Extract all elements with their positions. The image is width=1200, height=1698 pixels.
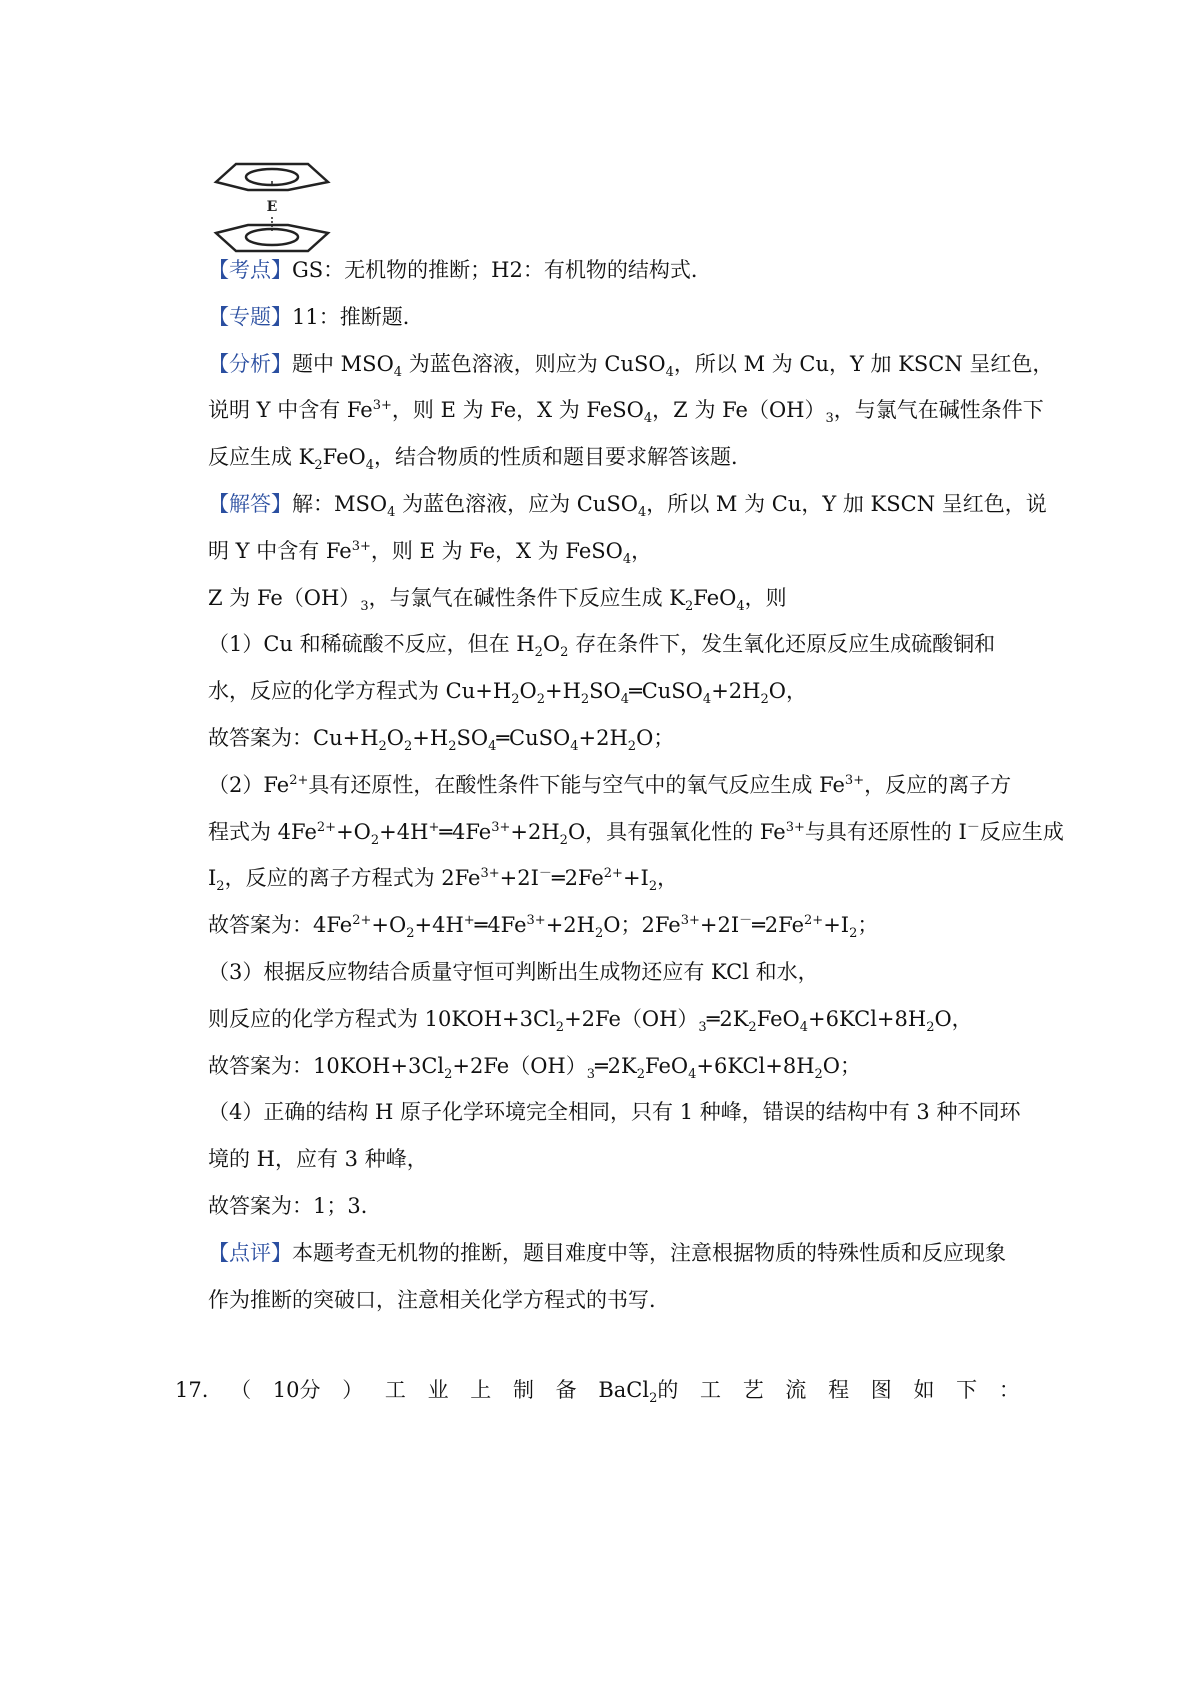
text-line — [208, 442, 1023, 472]
line-text: 本题考查无机物的推断，题目难度中等，注意根据物质的特殊性质和反应现象 — [292, 1240, 1006, 1265]
question-token: 如 — [913, 1378, 935, 1402]
text-line — [208, 957, 1023, 987]
question-token: 17. — [175, 1378, 209, 1402]
text-line — [208, 1144, 1023, 1174]
line-text: （3）根据反应物结合质量守恒可判断出生成物还应有 KCl 和水， — [208, 960, 819, 984]
bottom-ring — [246, 229, 298, 245]
question-token: 图 — [870, 1378, 892, 1402]
question-token: ） — [342, 1378, 364, 1402]
text-line — [208, 676, 1023, 706]
text-line — [208, 1191, 1023, 1221]
line-text: 故答案为：$4Fe^{2+}+O_2+4H^+═4Fe^{3+}+2H_2O$；$2Fe^{3+}+2I^-═2Fe^{2+}+I_2$； — [208, 913, 879, 942]
question-token: 下 — [956, 1378, 978, 1402]
text-line — [208, 536, 1023, 566]
question-token: 程 — [828, 1378, 850, 1402]
ferrocene-structure-figure — [208, 155, 338, 265]
line-text: 故答案为：$Cu+H_2O_2+H_2SO_4═CuSO_4+2H_2O$； — [208, 726, 675, 755]
line-text: GS：无机物的推断；H2：有机物的结构式． — [292, 258, 712, 282]
center-atom-label: E — [266, 199, 278, 215]
section-tag: 【考点】 — [208, 258, 292, 282]
line-text: 境的 H，应有 3 种峰， — [208, 1147, 428, 1172]
text-line — [208, 395, 1044, 427]
line-text: 则反应的化学方程式为 $10KOH+3Cl_2+2Fe(OH)_3═2K_2FeO_4+6KCl+8H_2O$， — [208, 1006, 973, 1035]
line-text: 11：推断题． — [292, 304, 424, 329]
question-token: 流 — [785, 1378, 807, 1402]
question-token: （ — [230, 1378, 252, 1402]
line-text: 明 Y 中含有 $Fe^{3+}$，则 E 为 Fe，X 为 FeSO$_4$， — [208, 538, 653, 567]
line-text: 解：$MSO_4$ 为蓝色溶液，应为 CuSO$_4$，所以 M 为 Cu，Y 加 KSCN 呈红色，说 — [292, 492, 1047, 521]
text-line — [208, 1004, 1023, 1034]
question-token: 艺 — [742, 1378, 764, 1402]
line-text: 说明 Y 中含有 $Fe^{3+}$，则 E 为 Fe，X 为 FeSO$_4$，Z 为 $Fe(OH)_3$，与氯气在碱性条件下 — [208, 398, 1044, 427]
text-line — [208, 1285, 1023, 1315]
question-token: ： — [998, 1378, 1020, 1402]
text-line — [208, 1097, 1023, 1127]
text-line — [208, 1238, 1023, 1268]
question-token: BaCl$_2$的 — [598, 1378, 679, 1407]
question-token: 工 — [700, 1378, 722, 1402]
text-line — [208, 255, 1023, 285]
line-text: （4）正确的结构 H 原子化学环境完全相同，只有 1 种峰，错误的结构中有 3 种不同环 — [208, 1100, 1021, 1125]
text-line — [208, 302, 1023, 332]
line-text: 反应生成 $K_2FeO_4$，结合物质的性质和题目要求解答该题． — [208, 445, 753, 474]
line-text: 水，反应的化学方程式为 $Cu+H_2O_2+H_2SO_4═CuSO_4+2H_2O$， — [208, 679, 807, 708]
text-line — [208, 723, 1023, 753]
line-text: 故答案为：1；3． — [208, 1194, 382, 1218]
line-text: $(2)Fe^{2+}$具有还原性，在酸性条件下能与空气中的氧气反应生成 $Fe^{3+}$，反应的离子方 — [208, 772, 1012, 797]
line-text: 题中 $MSO_4$ 为蓝色溶液，则应为 CuSO$_4$，所以 M 为 Cu，Y 加 KSCN 呈红色， — [292, 351, 1054, 380]
text-line — [208, 1051, 1023, 1081]
question-token: 备 — [555, 1378, 577, 1402]
line-text: 程式为 $4Fe^{2+}+O_2+4H^+═4Fe^{3+}+2H_2O$，具有强氧化性的 $Fe^{3+}$与具有还原性的 I－反应生成 — [208, 819, 1064, 848]
section-tag: 【分析】 — [208, 351, 292, 376]
line-text: 作为推断的突破口，注意相关化学方程式的书写． — [208, 1287, 670, 1312]
section-tag: 【点评】 — [208, 1240, 292, 1265]
question-token: 业 — [427, 1378, 449, 1402]
question-token: 上 — [470, 1378, 492, 1402]
text-line — [208, 629, 1023, 659]
question-17-header — [175, 1375, 1020, 1405]
text-line — [208, 910, 1023, 940]
text-line — [208, 583, 1023, 613]
line-text: $I_2$，反应的离子方程式为 $2Fe^{3+}+2I^-═2Fe^{2+}+I_2$， — [208, 866, 679, 895]
text-line — [208, 349, 1054, 380]
line-text: 故答案为：$10KOH+3Cl_2+2Fe(OH)_3═2K_2FeO_4+6KCl+8H_2O$； — [208, 1053, 862, 1082]
text-line — [208, 770, 1023, 800]
question-token: 工 — [384, 1378, 406, 1402]
line-text: （1）Cu 和稀硫酸不反应，但在 $H_2O_2$ 存在条件下，发生氧化还原反应生成硫酸铜和 — [208, 632, 996, 661]
line-text: Z 为 $Fe(OH)_3$，与氯气在碱性条件下反应生成 $K_2FeO_4$，则 — [208, 585, 787, 614]
text-line — [208, 863, 1023, 893]
section-tag: 【专题】 — [208, 304, 292, 329]
section-tag: 【解答】 — [208, 492, 292, 516]
question-token: 制 — [512, 1378, 534, 1402]
text-line — [208, 489, 1047, 521]
text-line — [208, 817, 1064, 848]
question-token: 10分 — [272, 1378, 321, 1402]
